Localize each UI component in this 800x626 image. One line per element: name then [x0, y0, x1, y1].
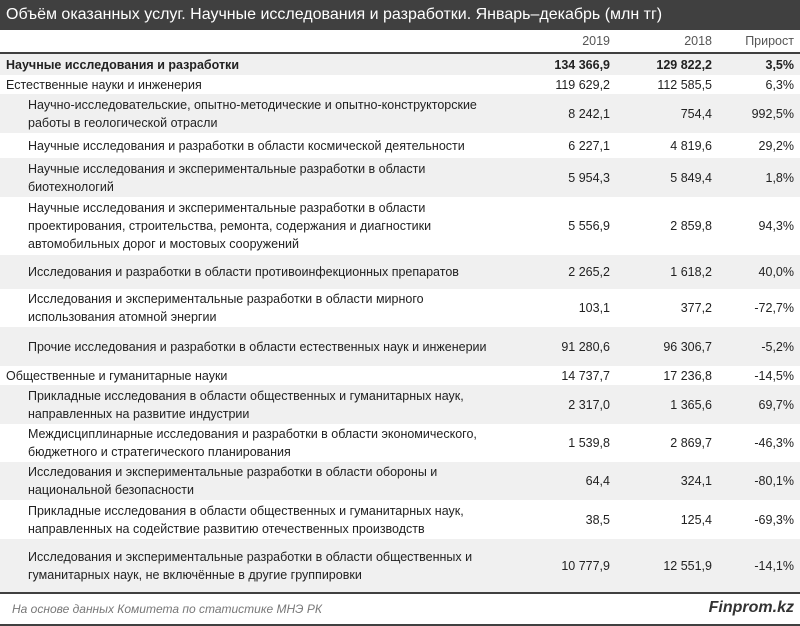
value-growth: -72,7% — [754, 301, 794, 315]
value-2019: 8 242,1 — [514, 94, 616, 133]
brand-logo: Finprom.kz — [708, 599, 794, 616]
value-2019: 6 227,1 — [568, 138, 610, 153]
table-row — [0, 133, 800, 158]
value-growth: 1,8% — [718, 158, 800, 197]
value-2019: 64,4 — [514, 462, 616, 500]
value-2019: 91 280,6 — [514, 327, 616, 366]
value-2019: 38,5 — [585, 512, 610, 527]
value-2019: 5 556,9 — [568, 219, 610, 233]
value-growth: -5,2% — [718, 327, 800, 366]
value-2018: 754,4 — [616, 94, 718, 133]
table-row — [0, 289, 800, 327]
column-header-2018: 2018 — [684, 34, 712, 48]
column-header-row — [0, 30, 800, 53]
row-label: Исследования и экспериментальные разработки в области обороны и национальной безопасности — [0, 462, 514, 500]
row-label: Исследования и разработки в области противоинфекционных препаратов — [0, 255, 514, 289]
source-note: На основе данных Комитета по статистике МНЭ РК — [12, 602, 322, 616]
table-row — [0, 197, 800, 255]
row-label: Общественные и гуманитарные науки — [6, 368, 228, 383]
row-label: Прикладные исследования в области общественных и гуманитарных наук, направленных на развитие индустрии — [0, 385, 514, 424]
row-label: Междисциплинарные исследования и разработки в области экономического, бюджетного и стратегического планирования — [28, 427, 477, 459]
data-table — [0, 30, 800, 594]
value-growth: 69,7% — [718, 385, 800, 424]
table-row — [0, 255, 800, 289]
row-label: Научные исследования и экспериментальные разработки в области проектирования, строительства, ремонта, содержания и диагностики автомобильных дорог и мостовых сооружений — [28, 201, 432, 251]
value-growth: -14,5% — [754, 368, 794, 383]
row-label: Научно-исследовательские, опытно-методические и опытно-конструкторские работы в геологической отрасли — [0, 94, 514, 133]
row-label: Научные исследования и экспериментальные разработки в области биотехнологий — [0, 158, 514, 197]
column-header-label — [0, 30, 514, 53]
value-2019: 5 954,3 — [514, 158, 616, 197]
value-2018: 112 585,5 — [657, 77, 712, 92]
value-2018: 96 306,7 — [616, 327, 718, 366]
value-growth: 6,3% — [765, 77, 794, 92]
row-label: Исследования и экспериментальные разработки в области общественных и гуманитарных наук, не включённые в другие группировки — [0, 539, 514, 592]
table-row — [0, 385, 800, 424]
divider-line — [0, 592, 800, 593]
value-2018: 129 822,2 — [616, 53, 718, 75]
value-growth: -69,3% — [754, 512, 794, 527]
value-2019: 119 629,2 — [555, 77, 610, 92]
value-growth: -80,1% — [718, 462, 800, 500]
value-growth: 29,2% — [758, 138, 794, 153]
value-growth: 3,5% — [718, 53, 800, 75]
value-2019: 10 777,9 — [514, 539, 616, 592]
table-row — [0, 539, 800, 592]
table-row — [0, 500, 800, 539]
row-label: Естественные науки и инженерия — [6, 77, 202, 92]
divider — [0, 592, 800, 593]
table-row — [0, 75, 800, 94]
value-2018: 4 819,6 — [670, 138, 712, 153]
value-2019: 1 539,8 — [568, 436, 610, 450]
value-2019: 14 737,7 — [561, 368, 610, 383]
value-2019: 2 317,0 — [514, 385, 616, 424]
value-2018: 12 551,9 — [616, 539, 718, 592]
row-label: Научные исследования и разработки в области космической деятельности — [28, 138, 465, 153]
value-2018: 1 618,2 — [616, 255, 718, 289]
value-growth: 40,0% — [718, 255, 800, 289]
row-label: Прочие исследования и разработки в области естественных наук и инженерии — [0, 327, 514, 366]
value-2019: 103,1 — [578, 301, 610, 315]
column-header-growth: Прирост — [745, 34, 794, 48]
value-2018: 2 859,8 — [670, 219, 712, 233]
row-label: Исследования и экспериментальные разработки в области мирного использования атомной энергии — [28, 292, 424, 324]
value-growth: 992,5% — [718, 94, 800, 133]
row-label: Прикладные исследования в области общественных и гуманитарных наук, направленных на содействие развитию отечественных производств — [28, 503, 464, 536]
value-2019: 2 265,2 — [514, 255, 616, 289]
table-row — [0, 158, 800, 197]
value-2018: 5 849,4 — [616, 158, 718, 197]
table-row-total — [0, 53, 800, 75]
table-row — [0, 327, 800, 366]
value-growth: -14,1% — [718, 539, 800, 592]
value-2018: 377,2 — [680, 301, 712, 315]
table-title: Объём оказанных услуг. Научные исследования и разработки. Январь–декабрь (млн тг) — [0, 0, 800, 30]
value-2018: 17 236,8 — [663, 368, 712, 383]
value-2018: 125,4 — [680, 512, 712, 527]
table-row — [0, 366, 800, 385]
table-row — [0, 462, 800, 500]
footer — [0, 594, 800, 626]
table-row — [0, 424, 800, 462]
value-2018: 1 365,6 — [616, 385, 718, 424]
value-growth: 94,3% — [758, 219, 794, 233]
column-header-2019: 2019 — [582, 34, 610, 48]
value-2018: 2 869,7 — [670, 436, 712, 450]
value-2019: 134 366,9 — [514, 53, 616, 75]
value-growth: -46,3% — [754, 436, 794, 450]
value-2018: 324,1 — [616, 462, 718, 500]
row-label: Научные исследования и разработки — [0, 53, 514, 75]
table-row — [0, 94, 800, 133]
